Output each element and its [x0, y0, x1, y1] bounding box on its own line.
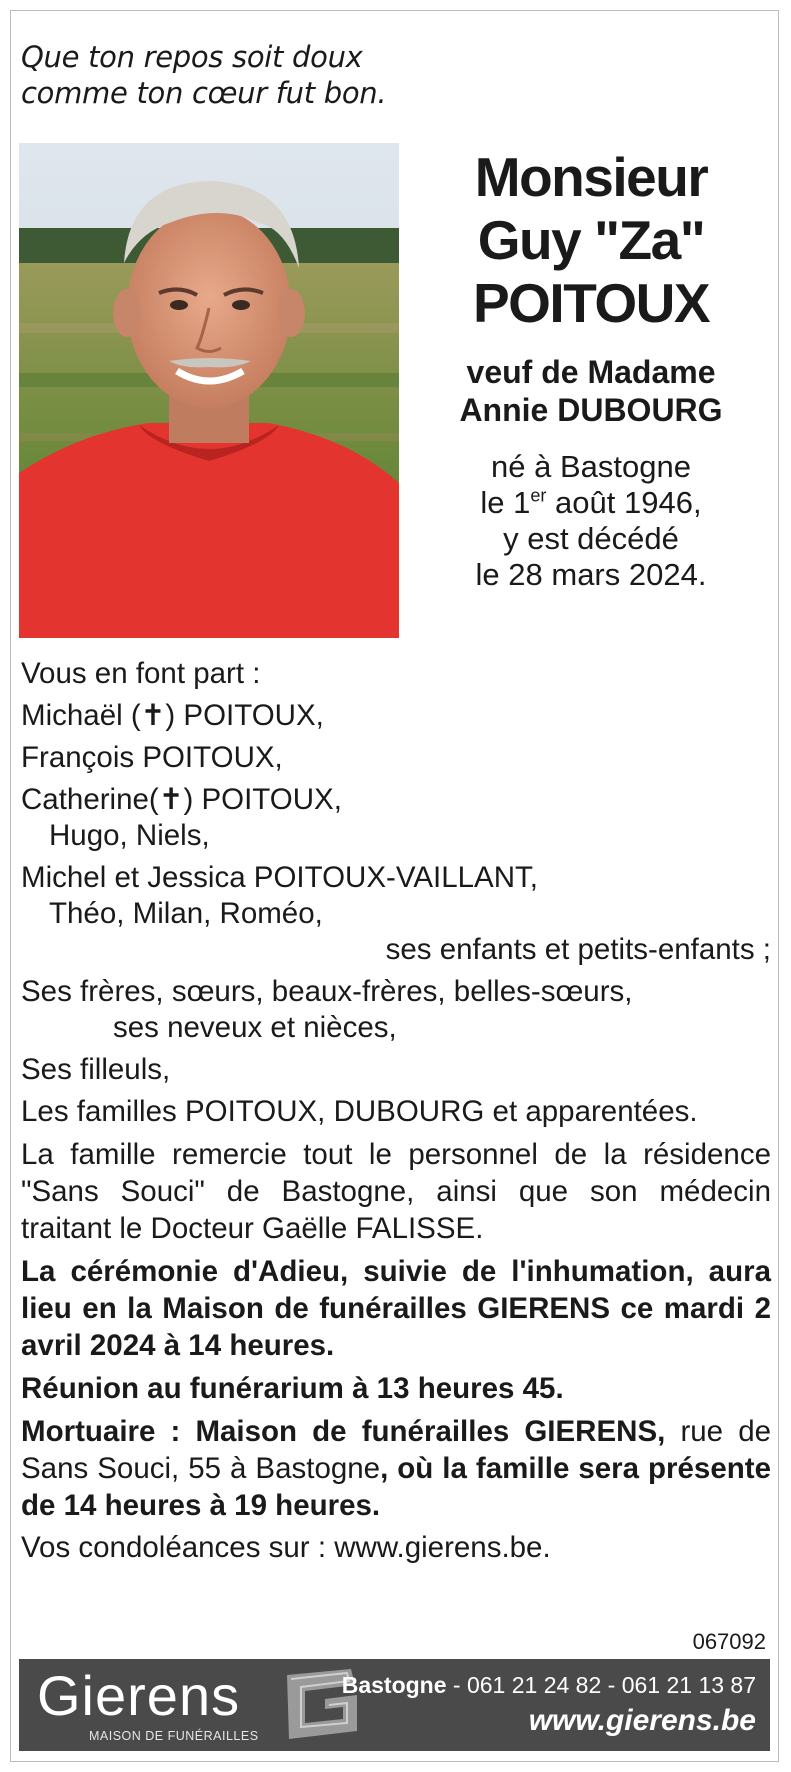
family-list: [21, 698, 771, 932]
birth-date-sup: er: [530, 485, 547, 506]
contact-city: Bastogne: [341, 1672, 447, 1698]
phone-numbers: - 061 21 24 82 - 061 21 13 87: [446, 1672, 756, 1698]
birth-death-info: [411, 449, 771, 593]
mortuary-address: rue de Sans Souci, 55 à Bastogne: [21, 1415, 772, 1485]
birth-date-suffix: août 1946,: [546, 485, 702, 520]
reference-number: 067092: [692, 1629, 766, 1654]
families-line: Les familles POITOUX, DUBOURG et apparentées.: [21, 1095, 698, 1128]
widow-info: [411, 353, 771, 429]
contact-info: [342, 1669, 756, 1741]
meeting-line: Réunion au funérarium à 13 heures 45.: [21, 1372, 564, 1405]
first-name: Guy "Za": [477, 209, 705, 271]
nephews-line: ses neveux et nièces,: [113, 1011, 397, 1044]
death-date: le 28 mars 2024.: [475, 557, 707, 592]
family-member-line: Catherine(✝) POITOUX,: [21, 783, 342, 816]
quote-line-2: comme ton cœur fut bon.: [21, 76, 387, 110]
children-label: ses enfants et petits-enfants ;: [385, 933, 771, 966]
logo-subtitle: MAISON DE FUNÉRAILLES: [89, 1729, 259, 1743]
last-name: POITOUX: [472, 272, 710, 334]
widow-line-2: Annie DUBOURG: [459, 392, 723, 428]
birth-date-prefix: le 1: [480, 485, 531, 520]
family-member-line: Michel et Jessica POITOUX-VAILLANT,: [21, 861, 538, 894]
siblings-line: Ses frères, sœurs, beaux-frères, belles-sœurs,: [21, 975, 633, 1008]
honorific: Monsieur: [474, 146, 708, 208]
quote-line-1: Que ton repos soit doux: [21, 40, 363, 74]
mortuary-bold-1: Mortuaire : Maison de funérailles GIERENS,: [21, 1415, 666, 1448]
widow-line-1: veuf de Madame: [466, 354, 716, 390]
logo-wordmark: Gierens: [37, 1664, 241, 1727]
condolences-line: Vos condoléances sur : www.gierens.be.: [21, 1531, 551, 1564]
birth-place: né à Bastogne: [491, 449, 691, 484]
portrait-photo-image: [19, 143, 399, 638]
epitaph-quote: [21, 39, 441, 111]
mortuary-paragraph: [21, 1413, 771, 1524]
thanks-paragraph: La famille remercie tout le personnel de la résidence "Sans Souci" de Bastogne, ainsi que son médecin traitant le Docteur Gaëlle FALISSE.: [21, 1138, 771, 1245]
ceremony-paragraph: La cérémonie d'Adieu, suivie de l'inhumation, aura lieu en la Maison de funérailles GIERENS ce mardi 2 avril 2024 à 14 heures.: [21, 1255, 771, 1362]
announcement-body: [21, 656, 771, 1566]
deceased-name-block: [411, 146, 771, 593]
intro-line: Vous en font part :: [21, 657, 261, 690]
birth-date: [411, 485, 771, 521]
funeral-home-banner: [19, 1659, 770, 1751]
obituary-notice: [10, 10, 779, 1762]
death-place: y est décédé: [503, 521, 679, 556]
mortuary-bold-2: , où la famille sera présente de 14 heures à 19 heures.: [21, 1452, 771, 1522]
family-member-line: Hugo, Niels,: [49, 819, 210, 852]
family-member-line: Théo, Milan, Roméo,: [49, 897, 323, 930]
godchildren-line: Ses filleuls,: [21, 1053, 171, 1086]
family-member-line: François POITOUX,: [21, 741, 283, 774]
website-link[interactable]: www.gierens.be: [528, 1704, 756, 1737]
portrait-photo: [19, 143, 399, 638]
contact-phones: [342, 1669, 756, 1701]
family-member-line: Michaël (✝) POITOUX,: [21, 699, 324, 732]
